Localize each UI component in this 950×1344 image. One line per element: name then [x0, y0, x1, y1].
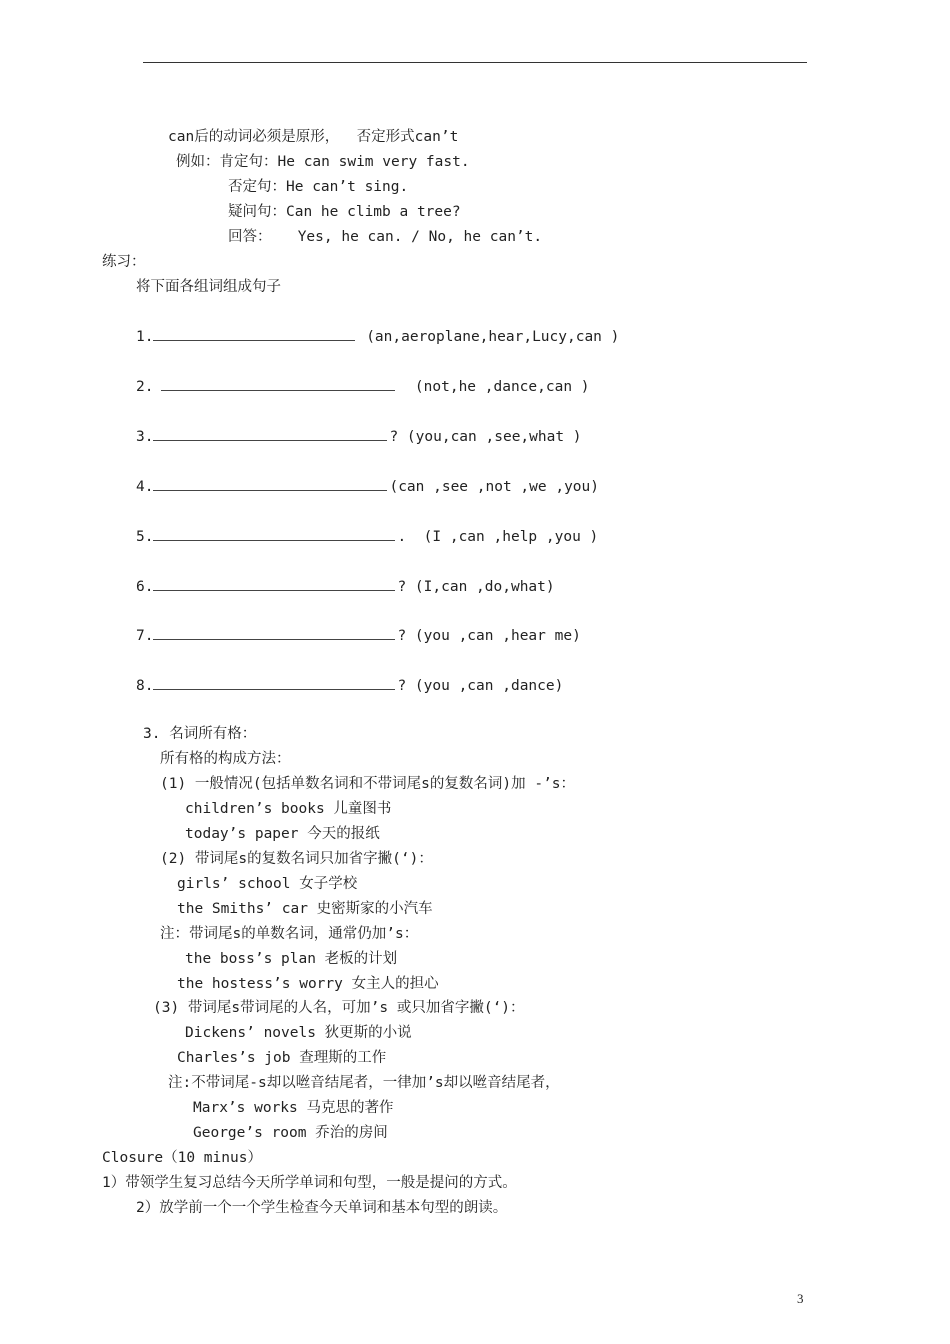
rule-1-example-a: children’s books 儿童图书 — [185, 801, 392, 817]
item-words: (an,aeroplane,hear,Lucy,can ) — [357, 329, 620, 345]
closure-step-2: 2）放学前一个一个学生检查今天单词和基本句型的朗读。 — [136, 1200, 508, 1216]
exercise-item-7 — [136, 625, 581, 646]
closure-step-1: 1）带领学生复习总结今天所学单词和句型，一般是提问的方式。 — [102, 1175, 517, 1191]
exercise-item-5 — [136, 526, 598, 547]
practice-heading: 练习： — [102, 254, 146, 270]
rule-3-example-a: Dickens’ novels 狄更斯的小说 — [185, 1025, 412, 1041]
note-1-example-b: the hostess’s worry 女主人的担心 — [177, 976, 439, 992]
note-2: 注:不带词尾-s却以咝音结尾者，一律加’s却以咝音结尾者， — [168, 1075, 560, 1091]
practice-instruction: 将下面各组词组成句子 — [136, 279, 281, 295]
item-words: (you,can ,see,what ) — [398, 429, 582, 445]
answer-blank[interactable] — [153, 426, 387, 441]
note-1-example-a: the boss’s plan 老板的计划 — [185, 951, 398, 967]
exercise-item-4 — [136, 476, 599, 497]
item-number: 6. — [136, 579, 154, 595]
item-end: ? — [397, 678, 407, 694]
item-number: 1. — [136, 329, 154, 345]
rule-1: (1) 一般情况(包括单数名词和不带词尾s的复数名词)加 -’s： — [160, 776, 576, 792]
example-affirmative: 例如：肯定句：He can swim very fast. — [176, 154, 470, 170]
example-answer: 回答： Yes, he can. / No, he can’t. — [228, 229, 543, 245]
item-words: (you ,can ,dance) — [406, 678, 564, 694]
item-words: (I ,can ,help ,you ) — [406, 529, 599, 545]
rule-2: (2) 带词尾s的复数名词只加省字撇(‘)： — [160, 851, 433, 867]
closure-title: Closure（10 minus） — [102, 1150, 262, 1166]
header-rule — [143, 62, 807, 63]
exercise-item-1 — [136, 326, 619, 347]
item-number: 5. — [136, 529, 154, 545]
answer-blank[interactable] — [153, 326, 355, 341]
item-number: 8. — [136, 678, 154, 694]
answer-blank[interactable] — [153, 576, 395, 591]
item-number: 2. — [136, 379, 154, 395]
page-number: 3 — [797, 1291, 804, 1306]
item-words: (I,can ,do,what) — [406, 579, 555, 595]
note-2-example-a: Marx’s works 马克思的著作 — [193, 1100, 394, 1116]
item-end: ? — [397, 628, 407, 644]
possessive-title: 3. 名词所有格： — [143, 726, 257, 742]
note-2-example-b: George’s room 乔治的房间 — [193, 1125, 388, 1141]
item-end: ? — [397, 579, 407, 595]
answer-blank[interactable] — [161, 376, 395, 391]
item-number: 7. — [136, 628, 154, 644]
note-1: 注：带词尾s的单数名词，通常仍加’s： — [160, 926, 419, 942]
answer-blank[interactable] — [153, 526, 395, 541]
exercise-item-3 — [136, 426, 582, 447]
answer-blank[interactable] — [153, 476, 387, 491]
rule-2-example-b: the Smiths’ car 史密斯家的小汽车 — [177, 901, 433, 917]
item-number: 4. — [136, 479, 154, 495]
item-words: (you ,can ,hear me) — [406, 628, 581, 644]
answer-blank[interactable] — [153, 625, 395, 640]
can-rule-line: can后的动词必须是原形， 否定形式can’t — [168, 129, 459, 145]
rule-3-example-b: Charles’s job 查理斯的工作 — [177, 1050, 387, 1066]
exercise-item-8 — [136, 675, 563, 696]
item-words: (can ,see ,not ,we ,you) — [389, 479, 599, 495]
answer-blank[interactable] — [153, 675, 395, 690]
item-end: ? — [389, 429, 399, 445]
example-question: 疑问句：Can he climb a tree? — [228, 204, 461, 220]
item-number: 3. — [136, 429, 154, 445]
item-end: . — [397, 529, 407, 545]
rule-2-example-a: girls’ school 女子学校 — [177, 876, 358, 892]
exercise-item-6 — [136, 576, 555, 597]
rule-1-example-b: today’s paper 今天的报纸 — [185, 826, 380, 842]
exercise-item-2 — [136, 376, 590, 397]
item-words: (not,he ,dance,can ) — [397, 379, 590, 395]
example-negative: 否定句：He can’t sing. — [228, 179, 409, 195]
rule-3: (3) 带词尾s带词尾的人名，可加’s 或只加省字撇(‘)： — [153, 1000, 525, 1016]
possessive-intro: 所有格的构成方法： — [160, 751, 291, 767]
